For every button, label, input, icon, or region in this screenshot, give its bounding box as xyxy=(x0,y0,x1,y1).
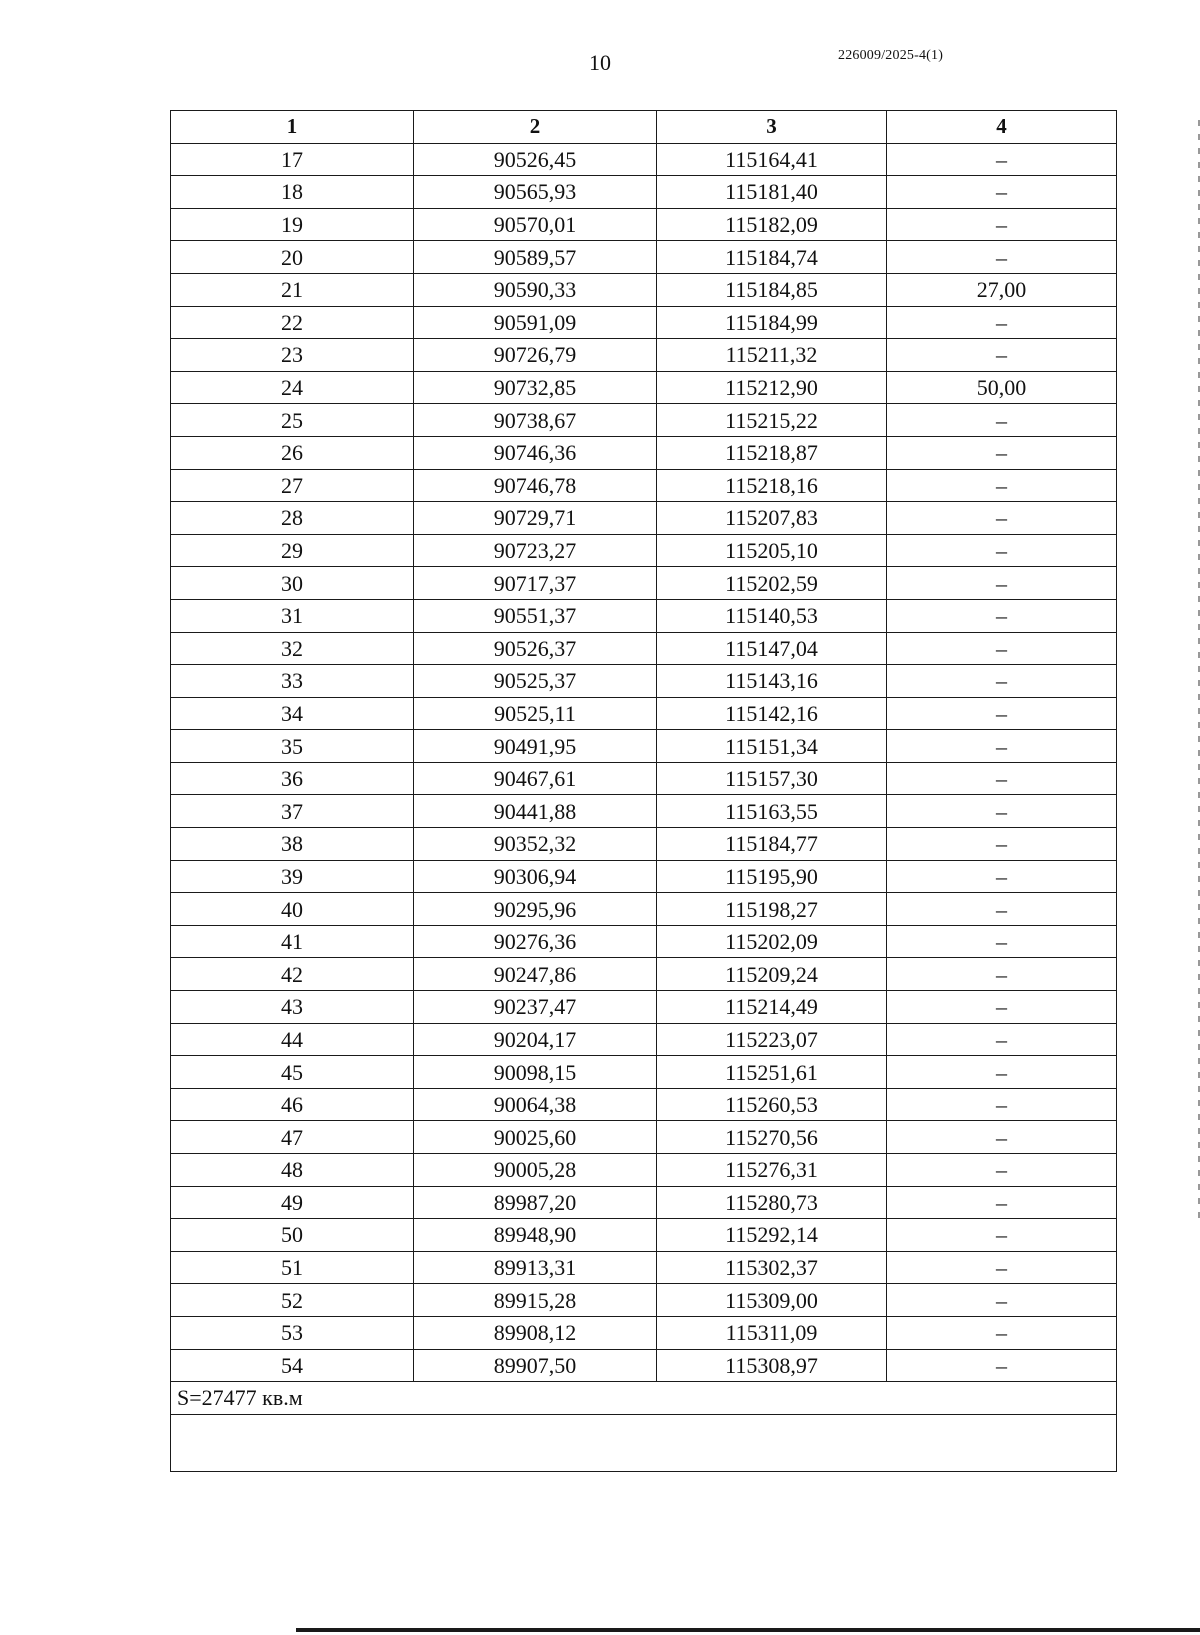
table-cell-col-2: 90098,15 xyxy=(414,1056,657,1089)
table-cell-col-2: 90525,11 xyxy=(414,697,657,730)
table-cell-col-2: 89913,31 xyxy=(414,1251,657,1284)
table-cell-col-2: 90589,57 xyxy=(414,241,657,274)
table-cell-col-2: 90295,96 xyxy=(414,893,657,926)
table-row xyxy=(171,828,1117,861)
table-row xyxy=(171,502,1117,535)
table-cell-col-3: 115143,16 xyxy=(657,665,887,698)
table-cell-col-4: – xyxy=(887,762,1117,795)
table-cell-col-1: 17 xyxy=(171,143,414,176)
table-cell-col-3: 115202,09 xyxy=(657,925,887,958)
table-cell-col-1: 54 xyxy=(171,1349,414,1382)
table-cell-col-2: 90467,61 xyxy=(414,762,657,795)
table-cell-col-1: 48 xyxy=(171,1154,414,1187)
table-cell-col-4: 27,00 xyxy=(887,273,1117,306)
table-cell-col-4: – xyxy=(887,241,1117,274)
table-cell-col-2: 90491,95 xyxy=(414,730,657,763)
table-row xyxy=(171,1284,1117,1317)
table-cell-col-2: 90526,45 xyxy=(414,143,657,176)
table-row xyxy=(171,1349,1117,1382)
table-row xyxy=(171,1316,1117,1349)
table-row xyxy=(171,860,1117,893)
table-cell-col-4: – xyxy=(887,860,1117,893)
table-cell-col-4: 50,00 xyxy=(887,371,1117,404)
table-cell-col-4: – xyxy=(887,143,1117,176)
table-cell-col-2: 90306,94 xyxy=(414,860,657,893)
table-cell-col-1: 27 xyxy=(171,469,414,502)
table-cell-col-1: 42 xyxy=(171,958,414,991)
table-row xyxy=(171,730,1117,763)
table-cell-col-2: 90729,71 xyxy=(414,502,657,535)
table-cell-col-3: 115202,59 xyxy=(657,567,887,600)
table-cell-col-4: – xyxy=(887,925,1117,958)
table-row xyxy=(171,1088,1117,1121)
table-header-row xyxy=(171,111,1117,144)
table-cell-col-3: 115184,99 xyxy=(657,306,887,339)
table-cell-col-1: 26 xyxy=(171,436,414,469)
table-row xyxy=(171,208,1117,241)
table-row xyxy=(171,795,1117,828)
area-row xyxy=(171,1382,1117,1415)
table-cell-col-2: 90237,47 xyxy=(414,991,657,1024)
table-cell-col-3: 115205,10 xyxy=(657,534,887,567)
table-cell-col-3: 115309,00 xyxy=(657,1284,887,1317)
table-cell-col-3: 115163,55 xyxy=(657,795,887,828)
table-cell-col-1: 21 xyxy=(171,273,414,306)
table-cell-col-4: – xyxy=(887,306,1117,339)
table-cell-col-4: – xyxy=(887,795,1117,828)
table-cell-col-3: 115212,90 xyxy=(657,371,887,404)
table-cell-col-3: 115209,24 xyxy=(657,958,887,991)
table-cell-col-2: 90717,37 xyxy=(414,567,657,600)
table-cell-col-2: 90247,86 xyxy=(414,958,657,991)
table-row xyxy=(171,534,1117,567)
table-cell-col-3: 115215,22 xyxy=(657,404,887,437)
table-cell-col-1: 34 xyxy=(171,697,414,730)
table-cell-col-2: 90526,37 xyxy=(414,632,657,665)
table-cell-col-4: – xyxy=(887,632,1117,665)
table-cell-col-2: 90746,36 xyxy=(414,436,657,469)
table-cell-col-4: – xyxy=(887,534,1117,567)
table-cell-col-2: 90746,78 xyxy=(414,469,657,502)
table-cell-col-2: 90025,60 xyxy=(414,1121,657,1154)
table-cell-col-1: 52 xyxy=(171,1284,414,1317)
table-cell-col-2: 90005,28 xyxy=(414,1154,657,1187)
table-cell-col-3: 115184,85 xyxy=(657,273,887,306)
table-cell-col-2: 90525,37 xyxy=(414,665,657,698)
table-cell-col-2: 90723,27 xyxy=(414,534,657,567)
table-cell-col-3: 115195,90 xyxy=(657,860,887,893)
table-body xyxy=(171,143,1117,1382)
table-cell-col-2: 90276,36 xyxy=(414,925,657,958)
table-cell-col-4: – xyxy=(887,1056,1117,1089)
table-cell-col-1: 20 xyxy=(171,241,414,274)
table-cell-col-4: – xyxy=(887,1121,1117,1154)
table-cell-col-4: – xyxy=(887,1088,1117,1121)
table-cell-col-3: 115198,27 xyxy=(657,893,887,926)
table-cell-col-1: 45 xyxy=(171,1056,414,1089)
table-cell-col-1: 37 xyxy=(171,795,414,828)
table-cell-col-4: – xyxy=(887,339,1117,372)
table-cell-col-3: 115260,53 xyxy=(657,1088,887,1121)
table-cell-col-1: 40 xyxy=(171,893,414,926)
table-cell-col-3: 115151,34 xyxy=(657,730,887,763)
table-row xyxy=(171,1121,1117,1154)
table-cell-col-3: 115157,30 xyxy=(657,762,887,795)
table-cell-col-4: – xyxy=(887,893,1117,926)
table-cell-col-3: 115302,37 xyxy=(657,1251,887,1284)
table-cell-col-1: 28 xyxy=(171,502,414,535)
table-row xyxy=(171,1023,1117,1056)
table-cell-col-1: 44 xyxy=(171,1023,414,1056)
table-row xyxy=(171,1251,1117,1284)
table-cell-col-1: 51 xyxy=(171,1251,414,1284)
table-row xyxy=(171,436,1117,469)
table-cell-col-1: 18 xyxy=(171,176,414,209)
table-cell-col-2: 90570,01 xyxy=(414,208,657,241)
table-row xyxy=(171,567,1117,600)
blank-cell xyxy=(171,1414,1117,1471)
table-row xyxy=(171,469,1117,502)
table-row xyxy=(171,991,1117,1024)
table-cell-col-3: 115211,32 xyxy=(657,339,887,372)
table-cell-col-3: 115292,14 xyxy=(657,1219,887,1252)
table-cell-col-4: – xyxy=(887,958,1117,991)
table-cell-col-2: 90590,33 xyxy=(414,273,657,306)
table-cell-col-2: 89907,50 xyxy=(414,1349,657,1382)
table-row xyxy=(171,1056,1117,1089)
table-cell-col-1: 41 xyxy=(171,925,414,958)
table-cell-col-2: 90726,79 xyxy=(414,339,657,372)
table-cell-col-3: 115276,31 xyxy=(657,1154,887,1187)
table-cell-col-3: 115184,74 xyxy=(657,241,887,274)
document-id: 226009/2025-4(1) xyxy=(838,48,944,63)
coordinates-table-container xyxy=(170,110,1116,1472)
table-row xyxy=(171,404,1117,437)
table-cell-col-4: – xyxy=(887,176,1117,209)
table-row xyxy=(171,599,1117,632)
table-cell-col-4: – xyxy=(887,1023,1117,1056)
table-row xyxy=(171,143,1117,176)
table-cell-col-3: 115207,83 xyxy=(657,502,887,535)
table-row xyxy=(171,339,1117,372)
table-cell-col-1: 19 xyxy=(171,208,414,241)
column-header: 1 xyxy=(171,111,414,144)
table-cell-col-4: – xyxy=(887,1349,1117,1382)
table-row xyxy=(171,632,1117,665)
table-row xyxy=(171,893,1117,926)
blank-row xyxy=(171,1414,1117,1471)
table-cell-col-4: – xyxy=(887,730,1117,763)
table-cell-col-2: 90204,17 xyxy=(414,1023,657,1056)
table-cell-col-4: – xyxy=(887,991,1117,1024)
column-header: 3 xyxy=(657,111,887,144)
table-cell-col-3: 115308,97 xyxy=(657,1349,887,1382)
table-cell-col-3: 115164,41 xyxy=(657,143,887,176)
table-cell-col-3: 115311,09 xyxy=(657,1316,887,1349)
table-row xyxy=(171,273,1117,306)
table-cell-col-3: 115142,16 xyxy=(657,697,887,730)
table-cell-col-2: 89908,12 xyxy=(414,1316,657,1349)
table-cell-col-2: 90732,85 xyxy=(414,371,657,404)
coordinates-table xyxy=(170,110,1117,1472)
table-row xyxy=(171,697,1117,730)
table-cell-col-4: – xyxy=(887,1251,1117,1284)
table-row xyxy=(171,1154,1117,1187)
table-cell-col-1: 29 xyxy=(171,534,414,567)
table-cell-col-2: 90064,38 xyxy=(414,1088,657,1121)
table-cell-col-1: 24 xyxy=(171,371,414,404)
table-cell-col-3: 115181,40 xyxy=(657,176,887,209)
table-cell-col-3: 115147,04 xyxy=(657,632,887,665)
table-cell-col-3: 115218,16 xyxy=(657,469,887,502)
column-header: 2 xyxy=(414,111,657,144)
table-cell-col-1: 33 xyxy=(171,665,414,698)
table-row xyxy=(171,762,1117,795)
table-cell-col-3: 115214,49 xyxy=(657,991,887,1024)
table-cell-col-4: – xyxy=(887,1316,1117,1349)
table-row xyxy=(171,925,1117,958)
table-cell-col-1: 49 xyxy=(171,1186,414,1219)
table-cell-col-1: 50 xyxy=(171,1219,414,1252)
table-cell-col-1: 22 xyxy=(171,306,414,339)
table-row xyxy=(171,1219,1117,1252)
table-row xyxy=(171,1186,1117,1219)
table-cell-col-1: 43 xyxy=(171,991,414,1024)
table-cell-col-4: – xyxy=(887,436,1117,469)
area-total: S=27477 кв.м xyxy=(171,1382,1117,1415)
table-cell-col-2: 89987,20 xyxy=(414,1186,657,1219)
table-cell-col-3: 115223,07 xyxy=(657,1023,887,1056)
table-cell-col-3: 115270,56 xyxy=(657,1121,887,1154)
table-row xyxy=(171,371,1117,404)
table-cell-col-4: – xyxy=(887,697,1117,730)
table-cell-col-1: 47 xyxy=(171,1121,414,1154)
table-cell-col-1: 38 xyxy=(171,828,414,861)
table-cell-col-1: 32 xyxy=(171,632,414,665)
table-cell-col-3: 115280,73 xyxy=(657,1186,887,1219)
table-cell-col-4: – xyxy=(887,665,1117,698)
table-cell-col-4: – xyxy=(887,502,1117,535)
table-cell-col-4: – xyxy=(887,828,1117,861)
table-cell-col-1: 35 xyxy=(171,730,414,763)
table-cell-col-2: 90551,37 xyxy=(414,599,657,632)
table-cell-col-3: 115182,09 xyxy=(657,208,887,241)
table-row xyxy=(171,958,1117,991)
table-cell-col-2: 89915,28 xyxy=(414,1284,657,1317)
table-row xyxy=(171,241,1117,274)
column-header: 4 xyxy=(887,111,1117,144)
table-cell-col-2: 90565,93 xyxy=(414,176,657,209)
table-cell-col-2: 90352,32 xyxy=(414,828,657,861)
table-row xyxy=(171,306,1117,339)
table-cell-col-3: 115218,87 xyxy=(657,436,887,469)
table-row xyxy=(171,665,1117,698)
table-cell-col-4: – xyxy=(887,1284,1117,1317)
table-cell-col-4: – xyxy=(887,1154,1117,1187)
table-cell-col-1: 53 xyxy=(171,1316,414,1349)
table-cell-col-2: 89948,90 xyxy=(414,1219,657,1252)
table-cell-col-2: 90738,67 xyxy=(414,404,657,437)
table-cell-col-4: – xyxy=(887,1219,1117,1252)
table-cell-col-1: 23 xyxy=(171,339,414,372)
table-cell-col-1: 30 xyxy=(171,567,414,600)
table-cell-col-1: 46 xyxy=(171,1088,414,1121)
table-cell-col-1: 39 xyxy=(171,860,414,893)
table-cell-col-1: 31 xyxy=(171,599,414,632)
table-cell-col-4: – xyxy=(887,599,1117,632)
table-cell-col-4: – xyxy=(887,208,1117,241)
table-cell-col-3: 115184,77 xyxy=(657,828,887,861)
table-cell-col-1: 25 xyxy=(171,404,414,437)
page-number: 10 xyxy=(589,50,611,75)
table-cell-col-2: 90591,09 xyxy=(414,306,657,339)
table-cell-col-2: 90441,88 xyxy=(414,795,657,828)
scan-bottom-line xyxy=(296,1628,1200,1632)
table-row xyxy=(171,176,1117,209)
table-cell-col-3: 115251,61 xyxy=(657,1056,887,1089)
table-cell-col-4: – xyxy=(887,567,1117,600)
table-cell-col-3: 115140,53 xyxy=(657,599,887,632)
table-cell-col-4: – xyxy=(887,404,1117,437)
table-cell-col-4: – xyxy=(887,469,1117,502)
table-cell-col-4: – xyxy=(887,1186,1117,1219)
table-cell-col-1: 36 xyxy=(171,762,414,795)
